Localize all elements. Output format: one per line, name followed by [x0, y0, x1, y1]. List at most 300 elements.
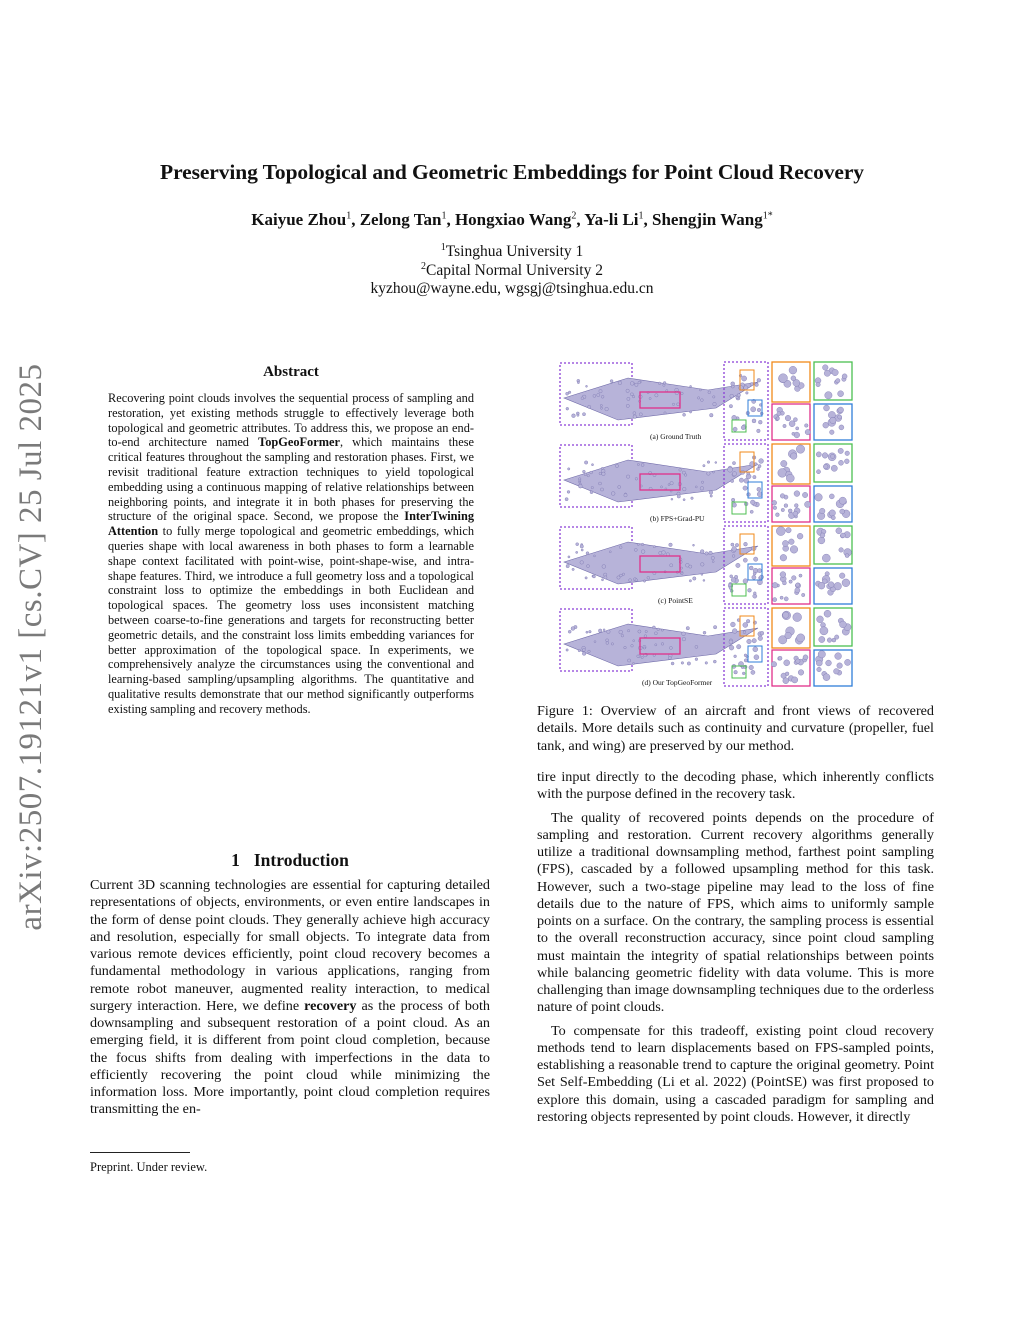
point: [643, 580, 645, 582]
point: [593, 394, 596, 397]
author-emails: kyzhou@wayne.edu, wgsgj@tsinghua.edu.cn: [370, 280, 654, 297]
point: [793, 613, 802, 622]
point: [568, 556, 570, 558]
point: [645, 630, 647, 632]
abstract-body: Recovering point clouds involves the sequential process of sampling and restoration, yet existing methods struggle to effectively leverage both topological and geometric attributes. To address this, we propose an end-to-end architecture named TopGeoFormer, which maintains these critical features throughout the sampling and restoration phases. First, we revisit traditional feature extraction techniques to yield topological embedding using a continuous mapping of relative relationships between neighboring points, and integrate it in both phases for preserving the structure of the original space. Second, we propose the InterTwining Attention to fully merge topological and geometric embeddings, which queries shape with local awareness in both phases to form a learnable shape context facilitated with point-wise, point-shape-wise, and intra-shape features. Third, we introduce a full geometry loss and a topological constraint loss to optimize the embeddings in both Euclidean and topological spaces. The geometry loss uses inconsistent matching between coarse-to-fine generations and targets for reconstructing better geometric details, and the constraint loss limits embedding variances for better approximation of the topological space. In experiments, we comprehensively analyze the circumstances using the conventional and learning-based sampling/upsampling algorithms. The quantitative and qualitative results demonstrate that our method significantly outperforms existing sampling and recovery methods.: [108, 391, 474, 716]
point: [705, 552, 708, 555]
point: [783, 612, 789, 618]
subcaption-a: (a) Ground Truth: [650, 432, 702, 441]
point: [707, 472, 711, 476]
paragraph: The quality of recovered points depends on the procedure of sampling and restoration. Current recovery algorithms generally utilize a traditional downsampling method, farthest point sampling (FPS), cascaded by a followed upsampling method for this task. However, such a two-stage pipeline may lead to the loss of fine details due to the nature of FPS, which aims to uniformly sample points on a surface. On the contrary, the sampling process is essential to the overall reconstruction accuracy, since point cloud sampling must maintain the integrity of spatial relationships between points while balancing geometric fidelity with data volume. This is more challenging than image downsampling techniques due to the orderless nature of point clouds.: [537, 809, 934, 1016]
point: [628, 659, 631, 662]
point: [845, 451, 850, 456]
point: [752, 575, 756, 579]
point: [743, 558, 747, 562]
point: [782, 581, 786, 585]
point: [637, 463, 639, 465]
point: [641, 550, 645, 554]
point: [753, 592, 756, 595]
point: [619, 546, 622, 549]
point: [695, 486, 697, 488]
point: [695, 658, 698, 661]
point: [594, 555, 596, 557]
point: [632, 663, 634, 665]
point: [604, 576, 607, 579]
point: [816, 452, 821, 457]
author-affil-mark: 1: [441, 210, 447, 222]
point: [581, 397, 584, 400]
point: [732, 415, 737, 420]
point: [759, 459, 764, 464]
section-heading-introduction: 1 Introduction: [231, 850, 349, 870]
point: [713, 396, 715, 398]
point: [637, 655, 640, 658]
point: [618, 381, 622, 385]
point: [752, 419, 756, 423]
point: [790, 453, 797, 460]
point: [589, 630, 592, 633]
point: [822, 554, 830, 562]
point: [701, 481, 703, 483]
point: [776, 527, 785, 536]
point: [657, 628, 660, 631]
point: [649, 397, 651, 399]
point: [605, 407, 609, 411]
point: [567, 491, 570, 494]
point: [799, 574, 802, 577]
point: [750, 383, 753, 386]
point: [785, 632, 792, 639]
point: [618, 486, 621, 489]
figure-1-aircraft-recovery: [558, 360, 938, 690]
point: [633, 640, 635, 642]
point: [709, 551, 713, 555]
point: [703, 579, 705, 581]
author-affil-mark: 2: [571, 210, 577, 222]
point: [600, 404, 602, 406]
point: [591, 464, 593, 466]
point: [671, 662, 674, 665]
point: [839, 425, 844, 430]
point: [661, 643, 664, 646]
point: [708, 391, 711, 394]
point: [816, 382, 820, 386]
point: [789, 539, 795, 545]
point: [581, 549, 583, 551]
point: [831, 465, 837, 471]
point: [644, 635, 647, 638]
point: [822, 453, 828, 459]
point: [682, 637, 686, 641]
point: [603, 629, 605, 631]
figure-1-caption: Figure 1: Overview of an aircraft and front views of recovered details. More details such as continuity and curvature (propeller, fuel tank, and wing) are preserved by our method.: [537, 703, 934, 754]
point: [783, 678, 789, 684]
point: [662, 551, 666, 555]
point: [626, 475, 629, 478]
point: [629, 579, 632, 582]
subcaption-d: (d) Our TopGeoFormer: [642, 678, 713, 687]
point: [793, 511, 798, 516]
point: [568, 468, 570, 470]
point: [839, 497, 846, 504]
point: [824, 405, 830, 411]
point: [776, 417, 779, 420]
point: [819, 508, 825, 514]
point: [797, 634, 805, 642]
point: [753, 572, 756, 575]
point: [778, 656, 782, 660]
point: [794, 491, 800, 497]
point: [709, 491, 713, 495]
point: [732, 555, 735, 558]
point: [735, 543, 738, 546]
point: [619, 630, 623, 634]
point: [780, 596, 783, 599]
point: [782, 540, 788, 546]
author-name: Ya-li Li: [584, 210, 639, 229]
point: [780, 554, 787, 561]
point: [700, 550, 704, 554]
point: [755, 383, 759, 387]
paragraph: tire input directly to the decoding phase, which inherently conflicts with the purpose defined in the recovery task.: [537, 769, 934, 803]
point: [789, 366, 797, 374]
point: [683, 499, 685, 501]
point: [798, 670, 804, 676]
point: [734, 670, 738, 674]
point: [635, 383, 638, 386]
point: [600, 488, 603, 491]
point: [730, 394, 734, 398]
author-name: Hongxiao Wang: [454, 210, 572, 229]
point: [779, 374, 788, 383]
point: [835, 635, 839, 639]
point: [773, 598, 777, 602]
point: [681, 662, 684, 665]
point: [743, 486, 747, 490]
point: [637, 543, 639, 545]
point: [805, 501, 811, 507]
point: [823, 365, 829, 371]
point: [818, 651, 825, 658]
point: [701, 563, 705, 567]
point: [838, 448, 843, 453]
point: [601, 395, 604, 398]
point: [599, 482, 602, 485]
point: [845, 554, 849, 558]
introduction-body: Current 3D scanning technologies are essential for capturing detailed representations of objects, environments, or even entire landscapes in the form of dense point clouds. They generally achieve high accuracy and resolution, especially for small objects. To integrate data from various remote devices efficiently, point cloud recovery becomes a fundamental methodology in various applications, ranging from remote robot maneuver, augmented reality interaction, to medical surgery interaction. Here, we define recovery as the process of both downsampling and subsequent restoration of a point cloud. As an emerging field, it is different from point cloud completion, because the focus shifts from dealing with imperfections in the data to efficiently recovering the point cloud while minimizing the information loss. More importantly, point cloud completion requires transmitting the en-: [90, 877, 490, 1118]
point: [818, 582, 825, 589]
point: [578, 649, 581, 652]
point: [682, 632, 686, 636]
point: [594, 641, 596, 643]
point: [690, 385, 692, 387]
point: [588, 650, 591, 653]
point: [828, 582, 834, 588]
footnote-rule: [90, 1152, 190, 1153]
point: [826, 660, 832, 666]
point: [839, 548, 844, 553]
point: [839, 460, 844, 465]
point: [715, 462, 717, 464]
subcaption-b: (b) FPS+Grad-PU: [650, 514, 705, 523]
point: [658, 382, 661, 385]
point: [729, 645, 734, 650]
point: [576, 543, 579, 546]
point: [737, 645, 741, 649]
paragraph: To compensate for this tradeoff, existing point cloud recovery methods tend to learn displacements based on FPS-sampled points, establishing a reasonable trend to capture the original geometry. Point Set Self-Embedding (Li et al. 2022) (PointSE) was first proposed to explore this domain, using a cascaded paradigm for sampling and restoring objects represented by point clouds. However, it directly: [537, 1022, 934, 1125]
point: [627, 397, 630, 400]
point: [677, 495, 680, 498]
point: [840, 621, 847, 628]
point: [663, 384, 665, 386]
point: [689, 580, 691, 582]
point: [795, 588, 800, 593]
point: [677, 403, 680, 406]
point: [794, 504, 798, 508]
point: [627, 630, 629, 632]
point: [711, 556, 714, 559]
point: [710, 413, 714, 417]
point: [837, 663, 843, 669]
point: [760, 631, 764, 635]
point: [713, 660, 716, 663]
point: [681, 392, 684, 395]
point: [686, 627, 689, 630]
point: [731, 622, 736, 627]
point: [827, 638, 832, 643]
point: [626, 389, 629, 392]
point: [838, 407, 844, 413]
aircraft-point-cloud: [564, 378, 758, 420]
point: [626, 404, 629, 407]
point: [785, 415, 791, 421]
point: [641, 657, 643, 659]
point: [732, 629, 737, 634]
point: [836, 379, 840, 383]
point: [838, 415, 842, 419]
point: [757, 408, 761, 412]
point: [669, 543, 673, 547]
point: [582, 649, 585, 652]
point: [641, 464, 644, 467]
author-affil-mark: 1*: [762, 210, 773, 222]
author-list: Kaiyue Zhou$^1$, Zelong Tan$^1$, Hongxiao Wang$^2$, Ya-li Li$^1$, Shengjin Wang$^{1*}$: [251, 210, 773, 229]
point: [816, 660, 822, 666]
point: [757, 429, 761, 433]
point: [585, 577, 587, 579]
point: [824, 370, 830, 376]
point: [703, 631, 706, 634]
point: [746, 619, 750, 623]
point: [780, 494, 785, 499]
point: [580, 561, 584, 565]
point: [773, 506, 777, 510]
point: [713, 471, 715, 473]
point: [610, 380, 613, 383]
point: [805, 429, 810, 434]
point: [653, 545, 655, 547]
point: [744, 542, 748, 546]
point: [734, 655, 737, 658]
point: [622, 573, 624, 575]
point: [602, 472, 606, 476]
point: [743, 623, 748, 628]
point: [751, 670, 755, 674]
point: [668, 657, 671, 660]
point: [796, 583, 800, 587]
point: [739, 478, 743, 482]
point: [611, 643, 613, 645]
point: [842, 374, 847, 379]
point: [839, 573, 845, 579]
point: [757, 468, 760, 471]
point: [607, 630, 611, 634]
point: [750, 500, 755, 505]
point: [831, 454, 835, 458]
point: [582, 652, 586, 656]
point: [632, 396, 634, 398]
point: [750, 510, 753, 513]
point: [691, 497, 694, 500]
point: [731, 578, 736, 583]
point: [572, 414, 576, 418]
point: [582, 413, 585, 416]
point: [579, 484, 583, 488]
point: [789, 421, 795, 427]
point: [668, 484, 670, 486]
point: [712, 561, 714, 563]
point: [568, 630, 571, 633]
point: [601, 467, 603, 469]
point: [566, 407, 569, 410]
point: [757, 378, 761, 382]
point: [576, 551, 578, 553]
point: [565, 498, 568, 501]
point: [566, 392, 569, 395]
point: [829, 494, 834, 499]
point: [693, 544, 695, 546]
point: [635, 478, 638, 481]
point: [791, 376, 796, 381]
point: [631, 645, 634, 648]
point: [599, 472, 602, 475]
point: [571, 627, 575, 631]
point: [786, 528, 791, 533]
point: [701, 573, 703, 575]
point: [705, 662, 708, 665]
point: [785, 672, 789, 676]
point: [670, 482, 673, 485]
point: [796, 427, 799, 430]
point: [598, 629, 602, 633]
point: [732, 472, 736, 476]
point: [824, 610, 831, 617]
point: [695, 645, 698, 648]
point: [749, 665, 754, 670]
point: [754, 557, 758, 561]
point: [803, 655, 808, 660]
point: [838, 391, 844, 397]
point: [655, 644, 657, 646]
point: [747, 639, 752, 644]
point: [587, 565, 590, 568]
point: [816, 470, 820, 474]
point: [830, 417, 836, 423]
point: [823, 464, 828, 469]
point: [584, 461, 587, 464]
point: [757, 487, 761, 491]
point: [732, 503, 736, 507]
point: [744, 659, 747, 662]
point: [792, 576, 797, 581]
point: [742, 376, 747, 381]
point: [587, 475, 589, 477]
point: [733, 427, 737, 431]
point: [796, 659, 801, 664]
author-name: Zelong Tan: [359, 210, 442, 229]
point: [845, 659, 851, 665]
point: [664, 412, 666, 414]
point: [624, 494, 627, 497]
point: [753, 647, 758, 652]
point: [600, 407, 602, 409]
point: [817, 616, 824, 623]
author-affil-mark: 1: [346, 210, 352, 222]
point: [772, 500, 777, 505]
point: [830, 430, 835, 435]
point: [602, 565, 606, 569]
point: [630, 382, 634, 386]
point: [731, 543, 734, 546]
point: [758, 569, 762, 573]
point: [777, 412, 781, 416]
point: [577, 382, 579, 384]
point: [620, 574, 623, 577]
point: [793, 418, 797, 422]
point: [593, 575, 596, 578]
point: [700, 487, 704, 491]
point: [728, 467, 733, 472]
point: [615, 464, 618, 467]
point: [583, 470, 586, 473]
point: [754, 655, 759, 660]
point: [829, 510, 835, 516]
point: [840, 509, 845, 514]
point: [679, 469, 682, 472]
point: [584, 473, 587, 476]
point: [742, 672, 745, 675]
point: [670, 564, 673, 567]
point: [731, 385, 734, 388]
right-column-body: [537, 769, 934, 1126]
point: [744, 654, 747, 657]
point: [781, 508, 784, 511]
point: [643, 647, 645, 649]
point: [638, 630, 641, 633]
point: [836, 528, 842, 534]
zoom-box-green: [732, 584, 746, 596]
paper-title: Preserving Topological and Geometric Embeddings for Point Cloud Recovery: [160, 160, 864, 184]
point: [638, 381, 641, 384]
footnote: Preprint. Under review.: [90, 1160, 208, 1174]
point: [820, 627, 828, 635]
point: [758, 636, 763, 641]
aircraft-point-cloud: [564, 624, 758, 666]
point: [778, 469, 787, 478]
point: [590, 491, 593, 494]
point: [687, 662, 690, 665]
point: [820, 533, 825, 538]
